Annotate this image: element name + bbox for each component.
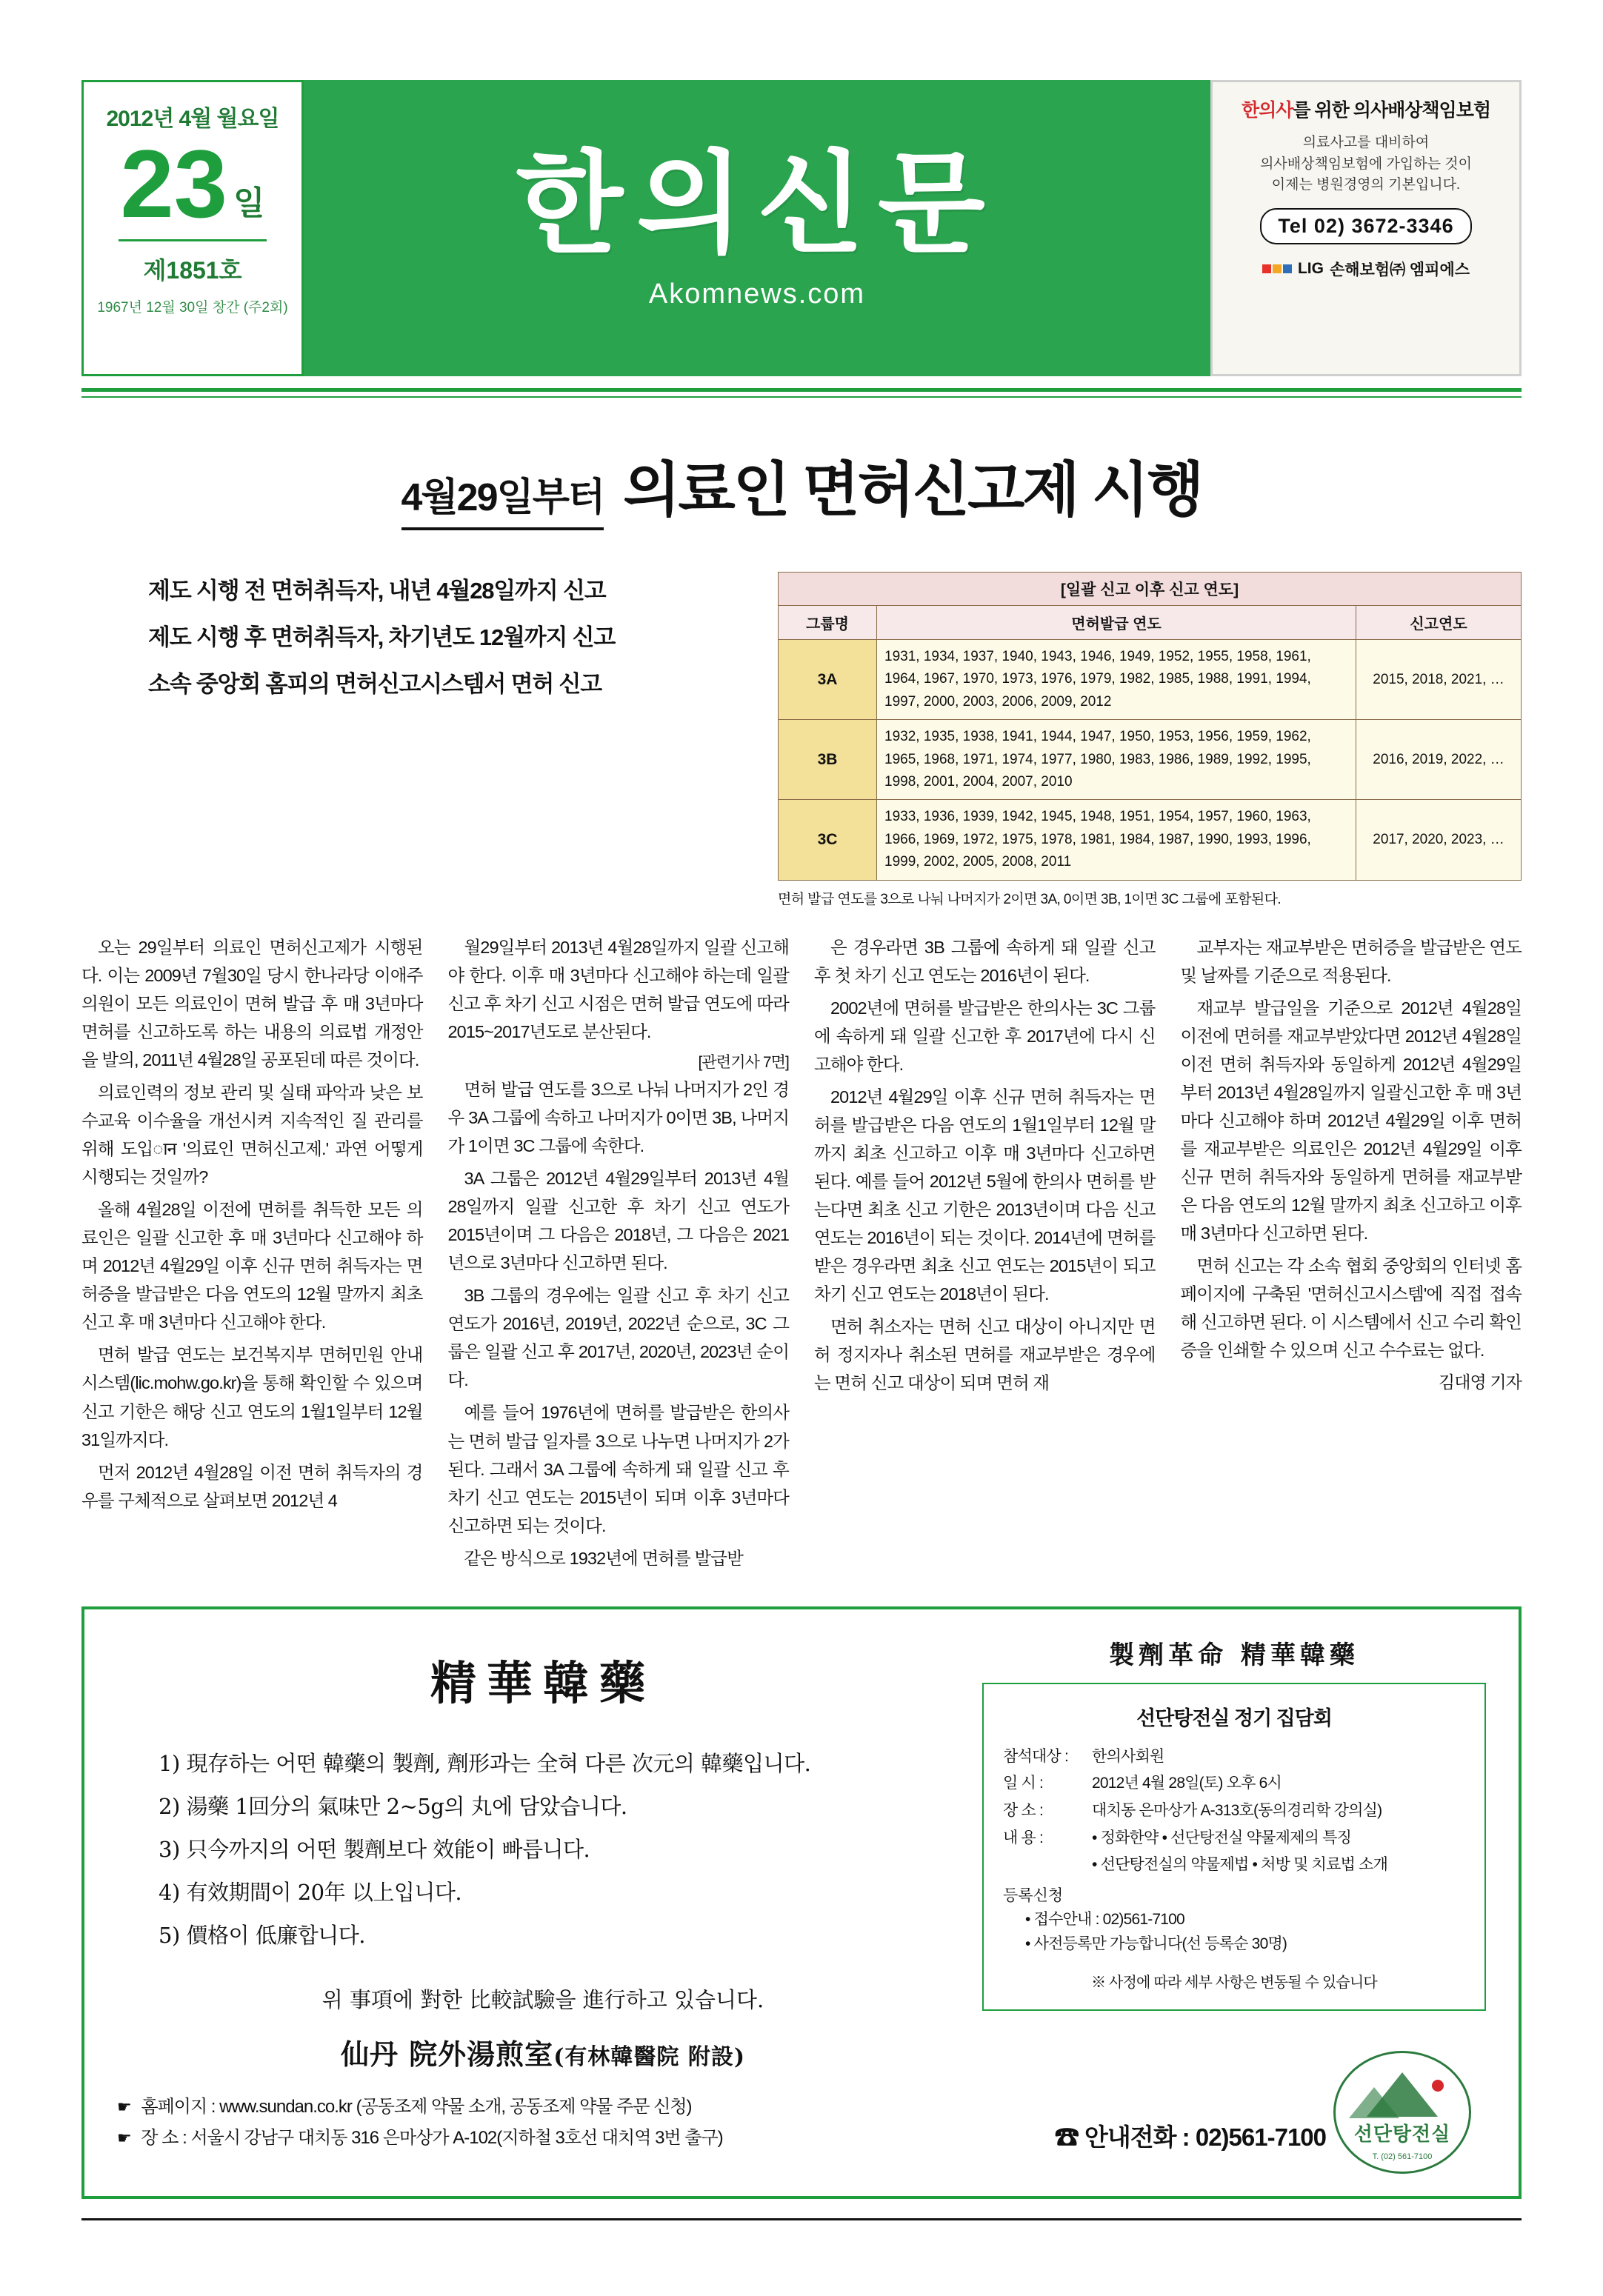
sun-icon <box>1432 2080 1444 2092</box>
ad-subtext-line2: 의사배상책임보험에 가입하는 것이 <box>1260 156 1472 172</box>
paragraph: 2012년 4월29일 이후 신규 면허 취득자는 면허를 발급받은 다음 연도의 1월1일부터 12월 말까지 최초 신고하고 이후 매 3년마다 신고하면 된다. 예를 들어 2012년 5월에 한의사 면허를 받는다면 최초 신고 기한은 2013년이며 다음 신고 연도는 2016년이 되는 것이다. 2014년에 면허를 받은 경우라면 최초 신고 연도는 2015년이 되고 차기 신고 연도는 2018년이 된다. <box>814 1087 1156 1304</box>
paragraph: 3B 그룹의 경우에는 일괄 신고 후 차기 신고 연도가 2016년, 2019년, 2022년 순으로, 3C 그룹은 일괄 신고 후 2017년, 2020년, 2023년 순이다. <box>447 1286 789 1390</box>
homepage-value[interactable]: www.sundan.co.kr (공동조제 약물 소개, 공동조제 약물 주문 신청) <box>219 2096 692 2117</box>
summary-line-1: 제도 시행 전 면허취득자, 내년 4월28일까지 신고 <box>148 578 606 604</box>
bottom-ad-feature-list <box>117 1742 969 1957</box>
table-header-group: 그룹명 <box>779 606 877 640</box>
insurer-logo <box>1262 258 1470 280</box>
ad-phone-button[interactable] <box>1260 208 1471 244</box>
logo-brand: LIG <box>1297 259 1324 277</box>
paragraph: 은 경우라면 3B 그룹에 속하게 돼 일괄 신고 후 첫 차기 신고 연도는 2016년이 된다. <box>814 937 1156 985</box>
list-item: 1) 現存하는 어떤 韓藥의 製劑, 劑形과는 全혀 다른 次元의 韓藥입니다. <box>159 1750 811 1776</box>
paragraph: 오는 29일부터 의료인 면허신고제가 시행된다. 이는 2009년 7월30일 당시 한나라당 이애주 의원이 모든 의료인이 면허 발급 후 매 3년마다 면허를 신고하도록 하는 내용의 의료법 개정안을 발의, 2011년 4월28일 공포된데 따른 것이다. <box>81 937 423 1069</box>
seal-circle <box>1333 2051 1471 2174</box>
newspaper-page <box>0 80 1603 2296</box>
seminar-row <box>1003 1771 1465 1796</box>
masthead-divider <box>81 388 1522 398</box>
summary-list <box>81 572 748 908</box>
bottom-ad-right-heading: 製劑革命 精華韓藥 <box>1109 1640 1359 1670</box>
table-row <box>779 720 1522 800</box>
newspaper-title: 한의신문 <box>516 138 999 269</box>
list-item: 3) 只今까지의 어떤 製劑보다 效能이 빠릅니다. <box>159 1836 590 1862</box>
bottom-ad-phone[interactable] <box>1055 2118 1326 2153</box>
phone-value: 02)561-7100 <box>1195 2123 1326 2151</box>
page-bottom-rule <box>81 2218 1522 2220</box>
table-cell-report: 2017, 2020, 2023, … <box>1356 800 1522 880</box>
ad-subtext-line3: 이제는 병원경영의 기본입니다. <box>1271 177 1461 193</box>
list-item: 2) 湯藥 1回分의 氣味만 2~5g의 丸에 담았습니다. <box>159 1793 627 1819</box>
logo-text: 손해보험㈜ 엠피에스 <box>1329 261 1470 278</box>
seminar-value: 한의사회원 <box>1092 1747 1164 1765</box>
ad-headline-end: 의사배상책임보험 <box>1353 100 1490 121</box>
paragraph: 면허 취소자는 면허 신고 대상이 아니지만 면허 정지자나 취소된 면허를 재교부받은 경우에는 면허 신고 대상이 되며 면허 재 <box>814 1317 1156 1393</box>
seminar-row <box>1003 1826 1465 1851</box>
ad-subtext <box>1260 133 1472 196</box>
newspaper-website[interactable]: Akomnews.com <box>648 278 866 310</box>
bottom-ad-note: 위 事項에 對한 比較試驗을 進行하고 있습니다. <box>321 1986 764 2012</box>
mountain-small-icon <box>1349 2087 1399 2118</box>
license-report-table <box>778 572 1522 881</box>
registration-item: • 접수안내 : 02)561-7100 <box>1025 1910 1184 1928</box>
table-cell-report: 2015, 2018, 2021, … <box>1356 640 1522 720</box>
address-value: 서울시 강남구 대치동 316 은마상가 A-102(지하철 3호선 대치역 3번 출구) <box>190 2127 723 2148</box>
ad-headline <box>1242 96 1490 122</box>
list-item: 4) 有效期間이 20年 以上입니다. <box>159 1879 462 1905</box>
table-cell-report: 2016, 2019, 2022, … <box>1356 720 1522 800</box>
paragraph: 같은 방식으로 1932년에 면허를 발급받 <box>464 1548 743 1568</box>
signature-sub: (有林韓醫院 附設) <box>553 2043 746 2070</box>
bottom-ad-right <box>982 1635 1486 2072</box>
license-table-container <box>778 572 1522 908</box>
logo-squares-icon <box>1262 264 1292 273</box>
telephone-icon: ☎ <box>1054 2123 1079 2151</box>
seminar-row <box>1003 1798 1465 1823</box>
paragraph: 면허 발급 연도를 3으로 나눠 나머지가 2인 경우 3A 그룹에 속하고 나머지가 0이면 3B, 나머지가 1이면 3C 그룹에 속한다. <box>447 1079 789 1155</box>
seal-tel: T. (02) 561-7100 <box>1372 2152 1433 2161</box>
article-column-2 <box>448 933 790 1577</box>
registration-item: • 사전등록만 가능합니다(선 등록순 30명) <box>1025 1935 1287 1953</box>
paragraph: 월29일부터 2013년 4월28일까지 일괄 신고해야 한다. 이후 매 3년마다 신고해야 하는데 일괄 신고 후 차기 신고 시점은 면허 발급 연도에 따라 2015~2017년도로 분산된다. <box>447 937 789 1041</box>
issue-number: 제1851호 <box>143 257 242 284</box>
ad-headline-mid: 를 위한 <box>1293 100 1349 121</box>
bottom-ad-title: 精華韓藥 <box>430 1655 656 1710</box>
table-cell-group: 3A <box>779 640 877 720</box>
paragraph: 교부자는 재교부받은 면허증을 발급받은 연도 및 날짜를 기준으로 적용된다. <box>1180 937 1522 985</box>
day-unit: 일 <box>233 185 265 221</box>
table-title: [일괄 신고 이후 신고 연도] <box>779 573 1522 606</box>
ad-phone-area: 02) <box>1313 214 1345 237</box>
paragraph: 면허 발급 연도는 보건복지부 면허민원 안내시스템(lic.mohw.go.kr)을 통해 확인할 수 있으며 신고 기한은 해당 신고 연도의 1월1일부터 12월31일까지다. <box>81 1345 423 1449</box>
article-column-3 <box>814 933 1156 1577</box>
registration-title: 등록신청 <box>1003 1886 1064 1904</box>
paragraph: 의료인력의 정보 관리 및 실태 파악과 낮은 보수교육 이수율을 개선시켜 지속적인 질 관리를 위해 도입ान '의료인 면허신고제.' 과연 어떻게 시행되는 것일까? <box>81 1082 423 1187</box>
bottom-ad-left <box>117 1635 969 2072</box>
table-header-report: 신고연도 <box>1356 606 1522 640</box>
paragraph: 2002년에 면허를 발급받은 한의사는 3C 그룹에 속하게 돼 일괄 신고한 후 2017년에 다시 신고해야 한다. <box>814 998 1156 1074</box>
masthead-date-block <box>81 80 304 376</box>
article-body <box>81 933 1522 1577</box>
paragraph: 재교부 발급일을 기준으로 2012년 4월28일 이전에 면허를 재교부받았다면 2012년 4월28일 이전 면허 취득자와 동일하게 2012년 4월29일부터 2013년 4월28일까지 일괄신고한 후 매 3년마다 신고해야 하며 2012년 4월29일 이후 면허를 재교부받은 의료인은 2012년 4월29일 이후 신규 면허 취득자와 동일하게 면허를 재교부받은 다음 연도의 12월 말까지 최초 신고하고 이후 매 3년마다 신고하면 된다. <box>1180 998 1522 1244</box>
publication-date: 2012년 4월 월요일 <box>106 107 279 131</box>
masthead <box>81 80 1522 376</box>
phone-label: 안내전화 : <box>1084 2123 1190 2151</box>
day-number-block <box>120 130 265 238</box>
seal-name: 선단탕전실 <box>1353 2123 1451 2146</box>
seminar-value: • 정화한약 • 선단탕전실 약물제제의 특징 <box>1092 1829 1352 1846</box>
article-column-1 <box>81 933 423 1577</box>
seminar-label: 참석대상 : <box>1003 1747 1069 1765</box>
seminar-value: 2012년 4월 28일(토) 오후 6시 <box>1092 1775 1282 1792</box>
homepage-label: 홈페이지 : <box>141 2096 216 2117</box>
bottom-ad-top <box>117 1635 1486 2072</box>
seminar-row <box>1003 1744 1465 1769</box>
table-cell-years: 1931, 1934, 1937, 1940, 1943, 1946, 1949, 1952, 1955, 1958, 1961, 1964, 1967, 1970, 1973, 1976, 1979, 1982, 1985, 1988, 1991, 1994, 1997, 2000, 2003, 2006, 2009, 2012 <box>877 640 1356 720</box>
table-cell-years: 1933, 1936, 1939, 1942, 1945, 1948, 1951, 1954, 1957, 1960, 1963, 1966, 1969, 1972, 1975, 1978, 1981, 1984, 1987, 1990, 1993, 1996, 1999, 2002, 2005, 2008, 2011 <box>877 800 1356 880</box>
company-seal <box>1333 2051 1474 2177</box>
headline-area <box>81 442 1522 530</box>
divider <box>119 239 267 241</box>
headline-main: 의료인 면허신고제 시행 <box>623 457 1202 523</box>
founded-info: 1967년 12월 30일 창간 (주2회) <box>97 300 288 316</box>
ad-subtext-line1: 의료사고를 대비하여 <box>1302 135 1430 150</box>
paragraph: 올해 4월28일 이전에 면허를 취득한 모든 의료인은 일괄 신고한 후 매 3년마다 신고해야 하며 2012년 4월29일 이후 신규 면허 취득자는 면허증을 발급받은 다음 연도의 12월 말까지 최초 신고 후 매 3년마다 신고해야 한다. <box>81 1200 423 1332</box>
summary-and-table <box>81 572 1522 908</box>
table-row <box>779 800 1522 880</box>
table-cell-group: 3C <box>779 800 877 880</box>
table-cell-group: 3B <box>779 720 877 800</box>
paragraph: 3A 그룹은 2012년 4월29일부터 2013년 4월28일까지 일괄 신고한 후 차기 신고 연도가 2015년이며 그 다음은 2018년, 그 다음은 2021년으로 3년마다 신고하면 된다. <box>447 1168 789 1273</box>
ad-phone-number: 3672-3346 <box>1351 214 1454 237</box>
seminar-title: 선단탕전실 정기 집담회 <box>1136 1706 1332 1729</box>
bottom-advertisement[interactable] <box>81 1606 1522 2199</box>
article-byline: 김대영 기자 <box>1438 1372 1522 1392</box>
paragraph: 먼저 2012년 4월28일 이전 면허 취득자의 경우를 구체적으로 살펴보면 2012년 4 <box>81 1462 423 1510</box>
paragraph: 면허 신고는 각 소속 협회 중앙회의 인터넷 홈페이지에 구축된 '면허신고시스템'에 직접 접속해 신고하면 된다. 이 시스템에서 신고 수리 확인증을 인쇄할 수 있으며 신고 수수료는 없다. <box>1180 1256 1522 1361</box>
pointer-hand-icon: ☛ <box>117 2097 131 2116</box>
headline-kicker: 4월29일부터 <box>401 466 604 530</box>
bottom-ad-signature <box>117 2032 969 2072</box>
signature-main: 仙丹 院外湯煎室 <box>340 2037 554 2071</box>
summary-line-3: 소속 중앙회 홈피의 면허신고시스템서 면허 신고 <box>148 671 601 697</box>
seminar-box <box>982 1683 1486 2011</box>
article-column-4 <box>1181 933 1522 1577</box>
seminar-label: 장 소 : <box>1003 1802 1044 1820</box>
summary-line-2: 제도 시행 후 면허취득자, 차기년도 12월까지 신고 <box>148 624 616 650</box>
ad-headline-red: 한의사 <box>1241 100 1293 121</box>
table-note: 면허 발급 연도를 3으로 나눠 나머지가 2이면 3A, 0이면 3B, 1이면 3C 그룹에 포함된다. <box>778 891 1282 907</box>
table-row <box>779 640 1522 720</box>
paragraph: 예를 들어 1976년에 면허를 발급받은 한의사는 면허 발급 일자를 3으로 나누면 나머지가 2가 된다. 그래서 3A 그룹에 속하게 돼 일괄 신고 후 차기 신고 연도는 2015년이 되며 이후 3년마다 신고하면 되는 것이다. <box>447 1403 789 1535</box>
masthead-title-block <box>304 80 1210 376</box>
list-item: 5) 價格이 低廉합니다. <box>159 1922 365 1948</box>
seminar-content-extra: • 선단탕전실의 약물제법 • 처방 및 치료법 소개 <box>1092 1856 1388 1874</box>
related-article-ref: [관련기사 7면] <box>698 1053 789 1071</box>
table-header-years: 면허발급 연도 <box>877 606 1356 640</box>
address-label: 장 소 : <box>141 2127 187 2148</box>
ad-phone-label: Tel <box>1278 214 1308 237</box>
day-number: 23 <box>120 130 228 238</box>
pointer-hand-icon: ☛ <box>117 2128 131 2147</box>
seminar-label: 일 시 : <box>1003 1775 1044 1792</box>
seminar-label: 내 용 : <box>1003 1829 1044 1846</box>
top-advertisement[interactable] <box>1210 80 1522 376</box>
seminar-footnote: ※ 사정에 따라 세부 사항은 변동될 수 있습니다 <box>1091 1975 1377 1991</box>
seminar-value: 대치동 은마상가 A-313호(동의경리학 강의실) <box>1092 1802 1382 1820</box>
table-cell-years: 1932, 1935, 1938, 1941, 1944, 1947, 1950, 1953, 1956, 1959, 1962, 1965, 1968, 1971, 1974, 1977, 1980, 1983, 1986, 1989, 1992, 1995, 1998, 2001, 2004, 2007, 2010 <box>877 720 1356 800</box>
